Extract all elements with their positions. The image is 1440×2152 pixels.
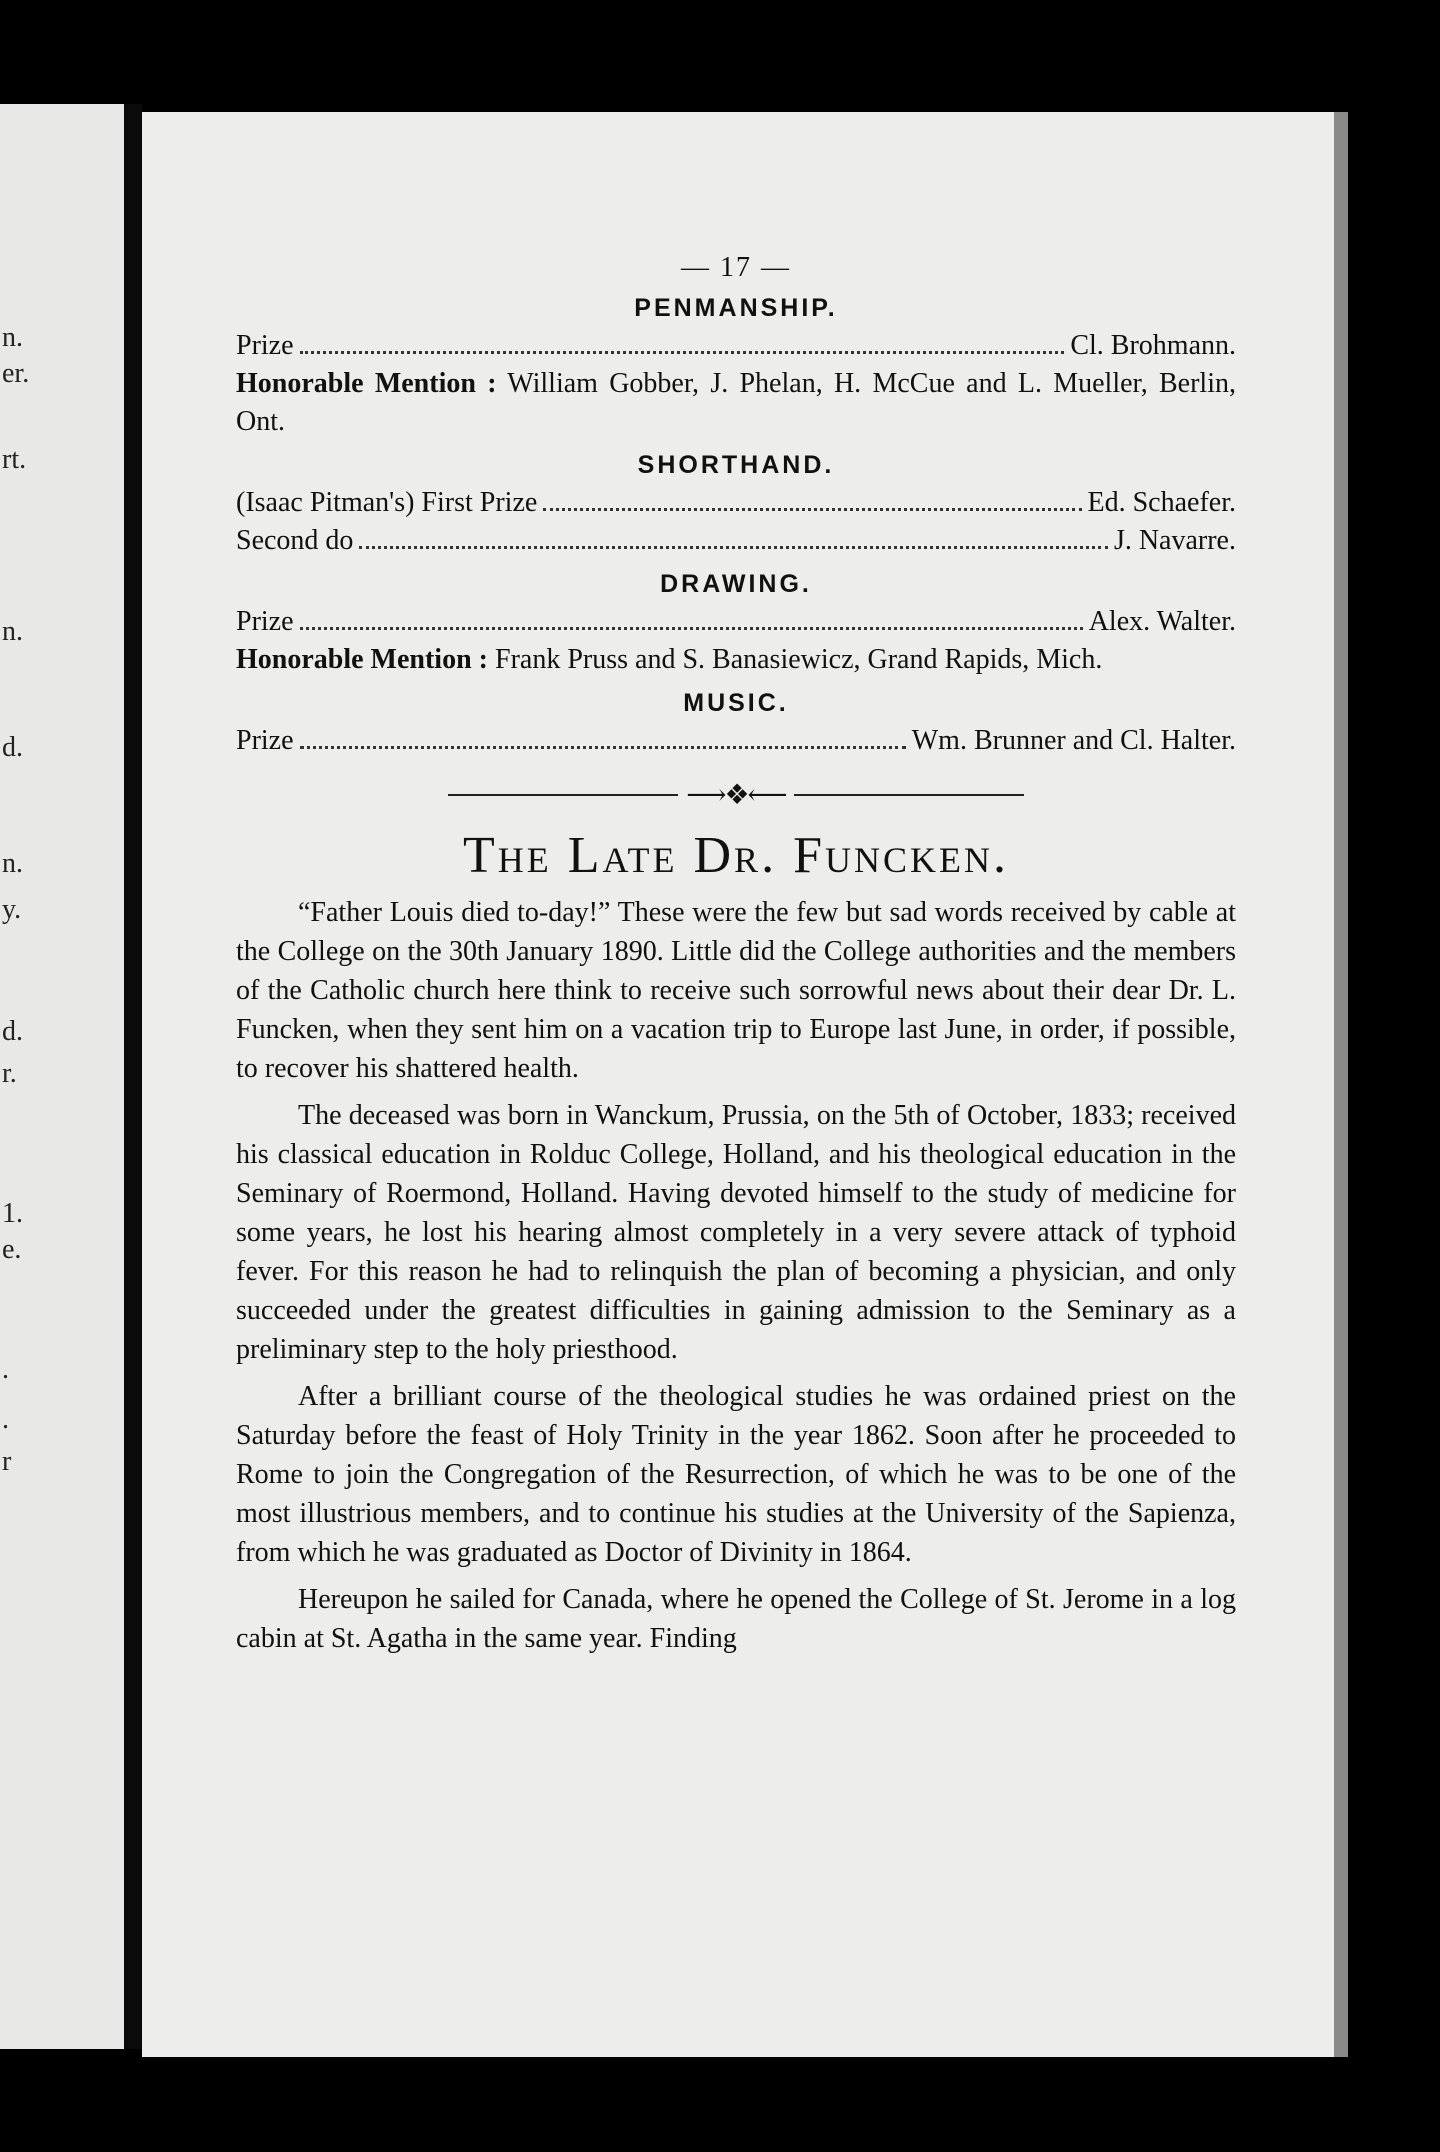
left-page-fragment: n. [2,322,23,353]
prize-winner: Cl. Brohmann. [1070,330,1236,361]
prize-label: Prize [236,330,294,361]
left-page-fragment: rt. [2,444,27,475]
mention-names: Frank Pruss and S. Banasiewicz, Grand Rapids, Mich. [495,644,1103,675]
prize-label: Prize [236,725,294,756]
article-paragraph: Hereupon he sailed for Canada, where he opened the College of St. Jerome in a log cabin at St. Agatha in the same year. Finding [236,1584,1236,1654]
shorthand-heading: SHORTHAND. [637,451,835,479]
book-spine [124,104,142,2049]
article-paragraph: After a brilliant course of the theological studies he was ordained priest on the Saturday before the feast of Holy Trinity in the year 1862. Soon after he proceeded to Rome to join the Congregation of the Resurrection, of which he was to be one of the most illustrious members, and to continue his studies at the University of the Sapienza, from which he was graduated as Doctor of Divinity in 1864. [236,1381,1236,1568]
leader-dots [543,488,1081,511]
left-page-fragment: . [2,1354,9,1385]
article-title: The Late Dr. Funcken. [463,827,1009,884]
mention-names: William Gobber, J. Phelan, H. McCue and L. Mueller, Berlin, Ont. [236,368,1236,437]
mention-label: Honorable Mention : [236,644,488,675]
shorthand-first-row [236,484,1236,522]
first-prize-winner: Ed. Schaefer. [1087,487,1236,518]
drawing-heading: DRAWING. [660,570,812,598]
leader-dots [300,331,1065,354]
left-page-fragment: r. [2,1058,17,1089]
drawing-prize-row [236,603,1236,641]
left-page-fragment: y. [2,894,22,925]
second-prize-winner: J. Navarre. [1113,525,1236,556]
prize-winner: Alex. Walter. [1088,606,1236,637]
left-page-fragment: 1. [2,1198,23,1229]
music-prize-row [236,722,1236,760]
left-page-fragment: n. [2,848,23,879]
page-number: — 17 — [681,252,791,283]
left-page-fragment: er. [2,358,30,389]
penmanship-heading: PENMANSHIP. [634,294,838,322]
section-divider-ornament [236,778,1236,812]
leader-dots [300,726,906,749]
leader-dots [359,526,1108,549]
left-page-fragment: . [2,1404,9,1435]
left-page-fragment: d. [2,732,23,763]
document-page [142,112,1334,2057]
left-page-margin [0,104,124,2049]
first-prize-label: (Isaac Pitman's) First Prize [236,487,538,518]
article-paragraph: “Father Louis died to-day!” These were the few but sad words received by cable at the College on the 30th January 1890. Little did the College authorities and the members of the Catholic church here think to receive such sorrowful news about their dear Dr. L. Funcken, when they sent him on a vacation trip to Europe last June, in order, if possible, to recover his shattered health. [236,897,1236,1084]
divider-flourish-icon: ⟶❖⟵ [686,780,786,811]
left-page-fragment: d. [2,1016,23,1047]
prize-label: Prize [236,606,294,637]
left-page-fragment: e. [2,1234,22,1265]
page-content [236,252,1236,1666]
page-edge [1334,112,1348,2057]
second-prize-label: Second do [236,525,354,556]
left-page-fragment: n. [2,616,23,647]
left-page-fragment: r [2,1446,12,1477]
music-heading: MUSIC. [683,689,789,717]
leader-dots [300,607,1083,630]
divider-rule [794,794,1024,796]
penmanship-mention [236,365,1236,441]
mention-label: Honorable Mention : [236,368,497,399]
penmanship-prize-row [236,327,1236,365]
shorthand-second-row [236,522,1236,560]
divider-rule [448,794,678,796]
drawing-mention [236,641,1236,679]
prize-winner: Wm. Brunner and Cl. Halter. [911,725,1236,756]
article-paragraph: The deceased was born in Wanckum, Prussia, on the 5th of October, 1833; received his classical education in Rolduc College, Holland, and his theological education in the Seminary of Roermond, Holland. Having devoted himself to the study of medicine for some years, he lost his hearing almost completely in a very severe attack of typhoid fever. For this reason he had to relinquish the plan of becoming a physician, and only succeeded under the greatest difficulties in gaining admission to the Seminary as a preliminary step to the holy priesthood. [236,1100,1236,1365]
